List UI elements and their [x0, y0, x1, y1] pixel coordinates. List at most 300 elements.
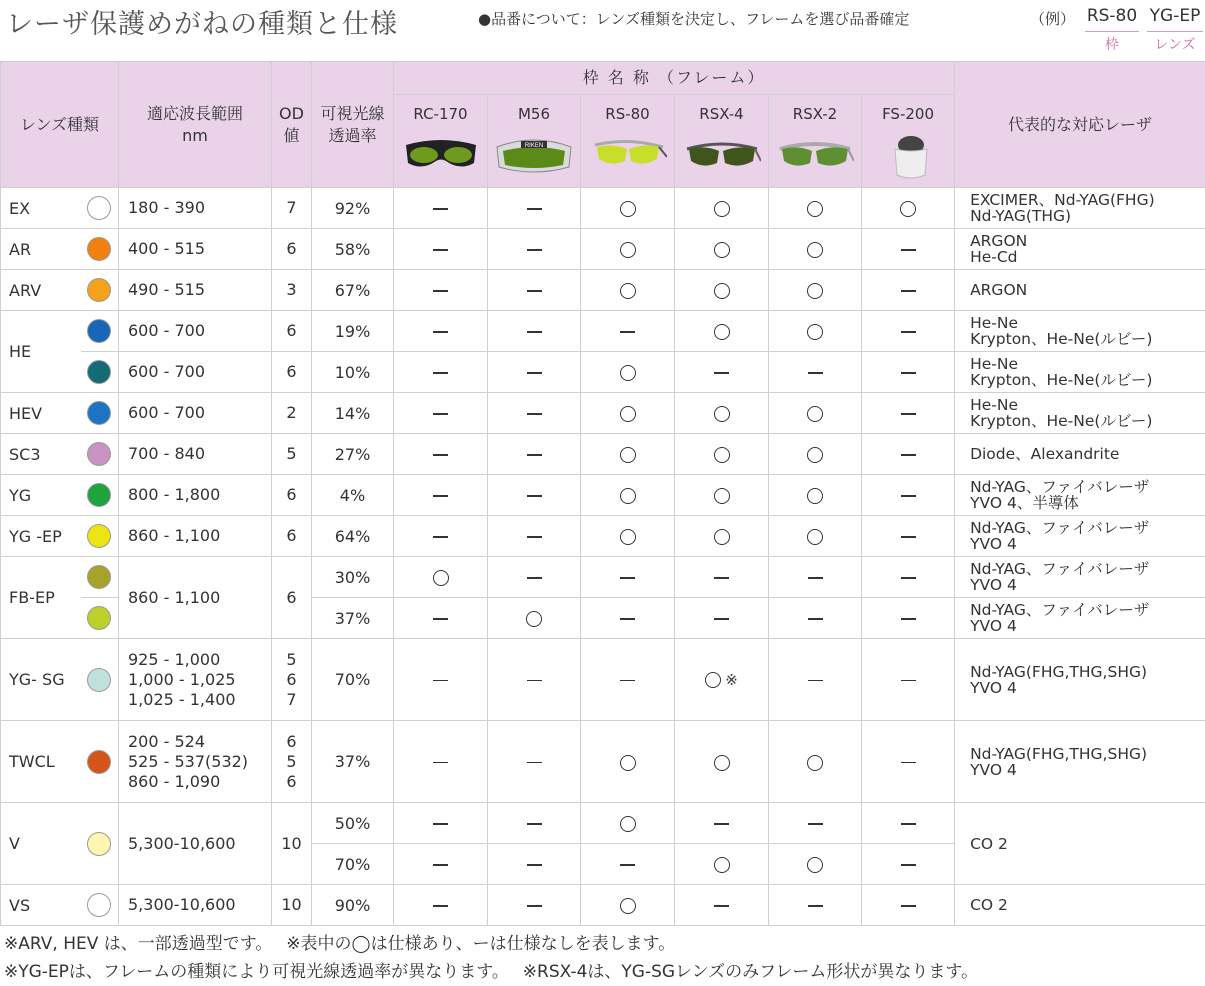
table-row	[1, 270, 1205, 311]
available-circle-icon	[807, 242, 823, 258]
available-circle-icon	[620, 898, 636, 914]
line: 5	[286, 751, 297, 771]
header-frame-rsx-4	[675, 95, 769, 188]
frame-availability-cell	[675, 229, 769, 270]
not-available-dash-icon	[527, 762, 542, 764]
frame-availability-cell	[394, 475, 488, 516]
not-available-dash-icon	[527, 680, 542, 682]
available-circle-icon	[714, 283, 730, 299]
frame-availability-cell	[394, 557, 488, 598]
frame-availability-cell	[675, 885, 769, 926]
frame-availability-cell	[488, 311, 581, 352]
line: Krypton、He-Ne(ルビー)	[970, 412, 1153, 430]
header-transmission: 可視光線 透過率	[312, 62, 394, 188]
transmission-value: 64%	[312, 516, 394, 557]
header-laser: 代表的な対応レーザ	[955, 62, 1205, 188]
transmission-value: 10%	[312, 352, 394, 393]
available-circle-icon	[705, 672, 721, 688]
lens-color-swatch	[87, 524, 111, 548]
line: EXCIMER、Nd-YAG(FHG)	[970, 191, 1155, 209]
transmission-value: 67%	[312, 270, 394, 311]
od-value	[272, 270, 312, 311]
not-available-dash-icon	[433, 864, 448, 866]
not-available-dash-icon	[808, 577, 823, 579]
available-circle-icon	[807, 447, 823, 463]
part-number-note: ●品番について：レンズ種類を決定し、フレームを選び品番確定	[478, 10, 910, 28]
lens-type-name: SC3	[1, 434, 81, 475]
frame-availability-cell	[488, 557, 581, 598]
lens-color-swatch	[87, 319, 111, 343]
frame-availability-cell	[769, 516, 862, 557]
frame-availability-cell	[675, 639, 769, 721]
not-available-dash-icon	[527, 372, 542, 374]
lens-color-cell	[81, 516, 119, 557]
available-circle-icon	[714, 201, 730, 217]
not-available-dash-icon	[527, 577, 542, 579]
line: 400 - 515	[128, 239, 206, 258]
frame-availability-cell	[581, 188, 675, 229]
frame-availability-cell	[769, 885, 862, 926]
not-available-dash-icon	[433, 536, 448, 538]
lens-color-cell	[81, 557, 119, 598]
available-circle-icon	[620, 447, 636, 463]
frame-availability-cell	[862, 516, 955, 557]
available-circle-icon	[714, 447, 730, 463]
lens-color-cell	[81, 639, 119, 721]
frame-availability-cell	[675, 557, 769, 598]
footer-note-2: ※YG-EPは、フレームの種類により可視光線透過率が異なります。 ※RSX-4は、YG-SGレンズのみフレーム形状が異なります。	[4, 962, 979, 982]
compatible-laser	[955, 311, 1205, 352]
lens-color-swatch	[87, 278, 111, 302]
line: 5,300-10,600	[128, 895, 236, 914]
frame-availability-cell	[862, 393, 955, 434]
frame-availability-cell	[581, 885, 675, 926]
not-available-dash-icon	[527, 290, 542, 292]
line: YVO 4	[970, 535, 1017, 553]
example-label: （例）	[1030, 10, 1076, 28]
line: YVO 4	[970, 576, 1017, 594]
transmission-value: 58%	[312, 229, 394, 270]
not-available-dash-icon	[620, 864, 635, 866]
table-row	[1, 188, 1205, 229]
not-available-dash-icon	[901, 249, 916, 251]
available-circle-icon	[620, 816, 636, 832]
frame-availability-cell	[862, 270, 955, 311]
line: 6	[286, 526, 297, 545]
compatible-laser	[955, 229, 1205, 270]
frame-availability-cell	[769, 270, 862, 311]
lens-color-cell	[81, 434, 119, 475]
not-available-dash-icon	[527, 331, 542, 333]
od-value	[272, 188, 312, 229]
frame-availability-cell	[581, 598, 675, 639]
line: He-Cd	[970, 248, 1018, 266]
frame-availability-cell	[675, 352, 769, 393]
not-available-dash-icon	[433, 249, 448, 251]
compatible-laser	[955, 475, 1205, 516]
od-value	[272, 434, 312, 475]
frame-availability-cell	[394, 188, 488, 229]
lens-color-swatch	[87, 483, 111, 507]
not-available-dash-icon	[901, 680, 916, 682]
not-available-dash-icon	[433, 290, 448, 292]
not-available-dash-icon	[901, 536, 916, 538]
od-value	[272, 393, 312, 434]
wavelength-range	[119, 557, 272, 639]
not-available-dash-icon	[433, 454, 448, 456]
line: 600 - 700	[128, 321, 206, 340]
line: Nd-YAG、ファイバレーザ	[970, 560, 1150, 578]
line: 600 - 700	[128, 403, 206, 422]
frame-availability-cell	[675, 721, 769, 803]
frame-goggle-riken-green-icon	[488, 131, 580, 187]
line: YVO 4	[970, 760, 1017, 779]
table-row	[1, 311, 1205, 352]
page-title: レーザ保護めがねの種類と仕様	[6, 9, 398, 40]
lens-color-swatch	[87, 565, 111, 589]
transmission-value: 50%	[312, 803, 394, 844]
frame-name: FS-200	[882, 105, 934, 123]
line: 10	[281, 895, 302, 914]
wavelength-range	[119, 311, 272, 352]
spec-table	[0, 61, 1205, 926]
table-row	[1, 803, 1205, 844]
lens-type-name: V	[1, 803, 81, 885]
frame-glasses-yellow-icon	[581, 131, 674, 187]
not-available-dash-icon	[808, 905, 823, 907]
wavelength-range	[119, 270, 272, 311]
frame-availability-cell	[675, 803, 769, 844]
lens-type-name: YG- SG	[1, 639, 81, 721]
available-circle-icon	[714, 324, 730, 340]
wavelength-range	[119, 803, 272, 885]
wavelength-range	[119, 516, 272, 557]
od-value	[272, 475, 312, 516]
not-available-dash-icon	[901, 577, 916, 579]
line: Krypton、He-Ne(ルビー)	[970, 371, 1153, 389]
compatible-laser	[955, 434, 1205, 475]
line: Nd-YAG(FHG,THG,SHG)	[970, 662, 1148, 681]
line: 6	[286, 239, 297, 258]
frame-availability-cell	[769, 844, 862, 885]
lens-color-swatch	[87, 360, 111, 384]
frame-glasses-dark-green-icon	[675, 131, 768, 187]
frame-availability-cell	[769, 639, 862, 721]
transmission-value: 37%	[312, 721, 394, 803]
line: YVO 4	[970, 678, 1017, 697]
lens-color-cell	[81, 885, 119, 926]
line: 5,300-10,600	[128, 833, 236, 853]
available-circle-icon	[433, 570, 449, 586]
transmission-value: 30%	[312, 557, 394, 598]
not-available-dash-icon	[714, 823, 729, 825]
available-circle-icon	[807, 324, 823, 340]
line: Nd-YAG、ファイバレーザ	[970, 519, 1150, 537]
svg-text:RIKEN: RIKEN	[524, 143, 544, 149]
frame-availability-cell	[394, 270, 488, 311]
frame-availability-cell	[862, 311, 955, 352]
not-available-dash-icon	[901, 290, 916, 292]
transmission-value: 19%	[312, 311, 394, 352]
compatible-laser	[955, 393, 1205, 434]
line: 6	[286, 362, 297, 381]
frame-availability-cell	[862, 352, 955, 393]
line: He-Ne	[970, 355, 1018, 373]
available-circle-icon	[807, 201, 823, 217]
frame-availability-cell	[862, 229, 955, 270]
frame-availability-cell	[394, 311, 488, 352]
line: Diode、Alexandrite	[970, 445, 1120, 463]
frame-availability-cell	[581, 434, 675, 475]
not-available-dash-icon	[433, 413, 448, 415]
lens-color-swatch	[87, 750, 111, 774]
frame-availability-cell	[488, 598, 581, 639]
line: CO 2	[970, 896, 1008, 914]
header-frame-m56	[488, 95, 581, 188]
frame-availability-cell	[769, 229, 862, 270]
not-available-dash-icon	[808, 618, 823, 620]
lens-color-swatch	[87, 606, 111, 630]
compatible-laser	[955, 721, 1205, 803]
not-available-dash-icon	[620, 618, 635, 620]
frame-availability-cell	[675, 188, 769, 229]
transmission-value: 70%	[312, 639, 394, 721]
frame-availability-cell	[394, 229, 488, 270]
not-available-dash-icon	[433, 823, 448, 825]
lens-color-cell	[81, 352, 119, 393]
lens-color-cell	[81, 188, 119, 229]
frame-availability-cell	[862, 803, 955, 844]
line: ARGON	[970, 281, 1028, 299]
not-available-dash-icon	[901, 372, 916, 374]
not-available-dash-icon	[433, 762, 448, 764]
line: 2	[286, 403, 297, 422]
table-row	[1, 393, 1205, 434]
frame-availability-cell	[488, 475, 581, 516]
line: 6	[286, 731, 297, 751]
available-circle-icon	[807, 857, 823, 873]
lens-color-cell	[81, 270, 119, 311]
not-available-dash-icon	[527, 249, 542, 251]
frame-availability-cell	[862, 885, 955, 926]
lens-color-cell	[81, 598, 119, 639]
od-value	[272, 721, 312, 803]
line: Nd-YAG、ファイバレーザ	[970, 478, 1150, 496]
frame-availability-cell	[488, 434, 581, 475]
frame-availability-cell	[675, 270, 769, 311]
frame-availability-cell	[488, 639, 581, 721]
not-available-dash-icon	[527, 454, 542, 456]
available-circle-icon	[714, 755, 730, 771]
table-row	[1, 475, 1205, 516]
lens-type-name: EX	[1, 188, 81, 229]
line: Nd-YAG(THG)	[970, 207, 1072, 225]
example-frame-underline	[1085, 31, 1139, 32]
not-available-dash-icon	[527, 536, 542, 538]
not-available-dash-icon	[901, 762, 916, 764]
line: 180 - 390	[128, 198, 206, 217]
frame-availability-cell	[862, 639, 955, 721]
line: Nd-YAG(FHG,THG,SHG)	[970, 744, 1148, 763]
lens-color-swatch	[87, 668, 111, 692]
header-frame-rs-80	[581, 95, 675, 188]
line: 6	[286, 485, 297, 504]
line: 860 - 1,100	[128, 526, 221, 545]
not-available-dash-icon	[527, 905, 542, 907]
frame-goggle-dark-green-icon	[394, 131, 487, 187]
line: He-Ne	[970, 314, 1018, 332]
available-circle-icon	[620, 529, 636, 545]
frame-availability-cell	[394, 598, 488, 639]
not-available-dash-icon	[808, 372, 823, 374]
wavelength-range	[119, 352, 272, 393]
lens-color-cell	[81, 393, 119, 434]
frame-availability-cell	[394, 803, 488, 844]
transmission-value: 92%	[312, 188, 394, 229]
frame-availability-cell	[488, 229, 581, 270]
frame-availability-cell	[581, 270, 675, 311]
not-available-dash-icon	[901, 413, 916, 415]
not-available-dash-icon	[527, 823, 542, 825]
od-value	[272, 516, 312, 557]
available-circle-icon	[714, 488, 730, 504]
frame-glasses-grey-green-icon	[769, 131, 861, 187]
available-circle-icon	[620, 406, 636, 422]
lens-type-name: YG -EP	[1, 516, 81, 557]
not-available-dash-icon	[433, 618, 448, 620]
compatible-laser	[955, 270, 1205, 311]
footer-note-1: ※ARV, HEV は、一部透過型です。 ※表中の◯は仕様あり、ーは仕様なしを表します。	[4, 934, 676, 954]
frame-availability-cell	[488, 270, 581, 311]
frame-availability-cell	[581, 475, 675, 516]
lens-color-swatch	[87, 893, 111, 917]
available-circle-icon	[620, 488, 636, 504]
line: 800 - 1,800	[128, 485, 221, 504]
od-value	[272, 311, 312, 352]
table-row	[1, 721, 1205, 803]
wavelength-range	[119, 475, 272, 516]
compatible-laser	[955, 516, 1205, 557]
not-available-dash-icon	[620, 577, 635, 579]
not-available-dash-icon	[433, 372, 448, 374]
frame-availability-cell	[769, 475, 862, 516]
frame-availability-cell	[581, 803, 675, 844]
line: 6	[286, 321, 297, 340]
table-row	[1, 516, 1205, 557]
od-value	[272, 803, 312, 885]
header-frame-fs-200	[862, 95, 955, 188]
lens-type-name: YG	[1, 475, 81, 516]
lens-color-cell	[81, 475, 119, 516]
od-value	[272, 885, 312, 926]
not-available-dash-icon	[901, 864, 916, 866]
example-frame-sub: 枠	[1105, 37, 1119, 53]
not-available-dash-icon	[714, 372, 729, 374]
available-circle-icon	[807, 488, 823, 504]
frame-faceshield-white-icon	[862, 131, 954, 187]
available-circle-icon	[526, 611, 542, 627]
frame-availability-cell	[394, 393, 488, 434]
transmission-value: 14%	[312, 393, 394, 434]
wavelength-range	[119, 885, 272, 926]
frame-availability-cell	[581, 352, 675, 393]
frame-availability-cell	[769, 721, 862, 803]
frame-availability-cell	[394, 844, 488, 885]
wavelength-range	[119, 639, 272, 721]
example-frame-code: RS-80	[1086, 6, 1138, 26]
line: He-Ne	[970, 396, 1018, 414]
frame-availability-cell	[675, 475, 769, 516]
line: 6	[286, 771, 297, 791]
lens-type-name: TWCL	[1, 721, 81, 803]
frame-availability-cell	[862, 598, 955, 639]
lens-color-swatch	[87, 832, 111, 856]
line: YVO 4	[970, 617, 1017, 635]
line: 7	[286, 689, 297, 709]
lens-color-cell	[81, 229, 119, 270]
od-value	[272, 557, 312, 639]
table-row	[1, 352, 1205, 393]
frame-availability-cell	[862, 434, 955, 475]
example-lens-code: YG-EP	[1149, 6, 1201, 26]
frame-availability-cell	[394, 721, 488, 803]
frame-name: RSX-2	[792, 105, 838, 123]
header-lens-type: レンズ種類	[1, 62, 119, 188]
not-available-dash-icon	[714, 905, 729, 907]
frame-availability-cell	[581, 516, 675, 557]
lens-color-swatch	[87, 196, 111, 220]
available-circle-icon	[714, 406, 730, 422]
frame-availability-cell	[488, 188, 581, 229]
line: 5	[286, 444, 297, 463]
line: YVO 4、半導体	[970, 494, 1079, 512]
not-available-dash-icon	[433, 495, 448, 497]
transmission-value: 90%	[312, 885, 394, 926]
line: 6	[286, 669, 297, 689]
lens-type-name: HEV	[1, 393, 81, 434]
frame-availability-cell	[675, 516, 769, 557]
available-circle-icon	[807, 755, 823, 771]
frame-availability-cell	[581, 557, 675, 598]
line: Krypton、He-Ne(ルビー)	[970, 330, 1153, 348]
wavelength-range	[119, 393, 272, 434]
table-row	[1, 639, 1205, 721]
line: 5	[286, 649, 297, 669]
not-available-dash-icon	[808, 680, 823, 682]
frame-availability-cell	[675, 393, 769, 434]
not-available-dash-icon	[808, 823, 823, 825]
not-available-dash-icon	[527, 864, 542, 866]
frame-availability-cell	[394, 516, 488, 557]
transmission-value: 37%	[312, 598, 394, 639]
not-available-dash-icon	[901, 618, 916, 620]
line: 10	[281, 833, 302, 853]
frame-availability-cell	[488, 393, 581, 434]
compatible-laser	[955, 352, 1205, 393]
frame-availability-cell	[769, 598, 862, 639]
wavelength-range	[119, 721, 272, 803]
header-frame-rc-170	[394, 95, 488, 188]
frame-availability-cell	[581, 721, 675, 803]
lens-type-name: HE	[1, 311, 81, 393]
not-available-dash-icon	[901, 454, 916, 456]
lens-color-swatch	[87, 237, 111, 261]
not-available-dash-icon	[620, 680, 635, 682]
table-row	[1, 434, 1205, 475]
wavelength-range	[119, 229, 272, 270]
frame-availability-cell	[769, 188, 862, 229]
frame-availability-cell	[769, 434, 862, 475]
